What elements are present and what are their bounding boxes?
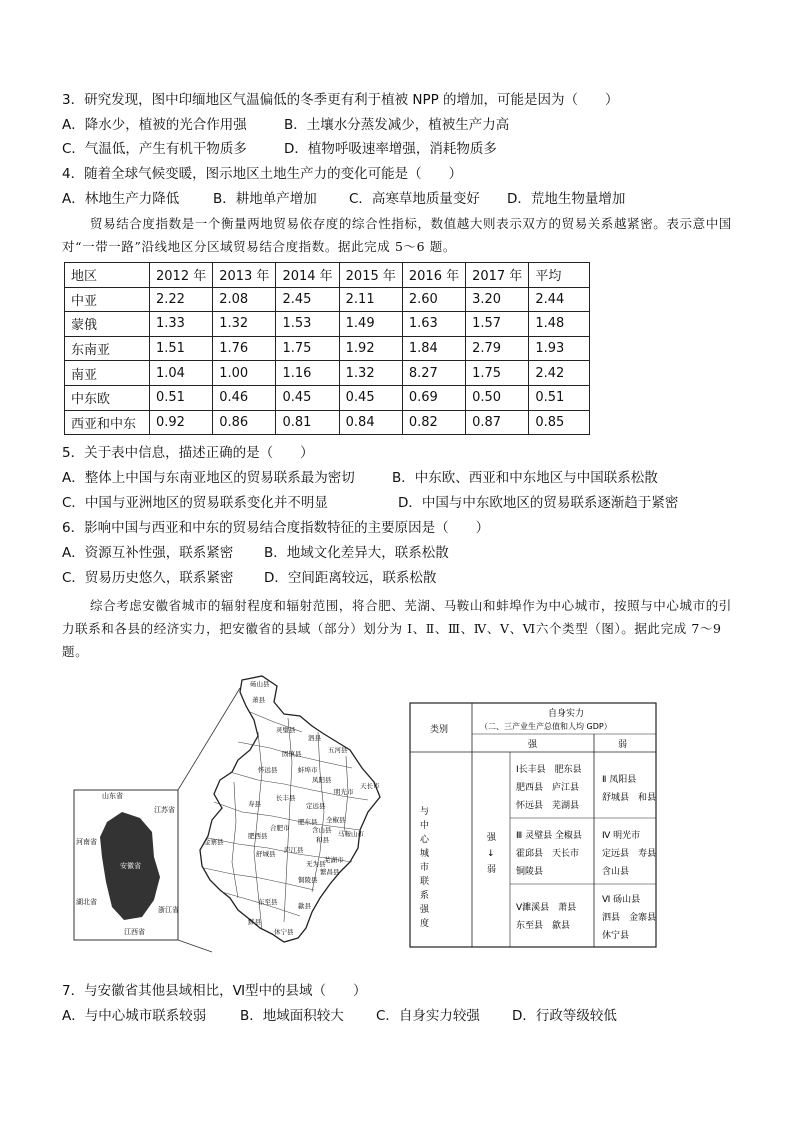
class-I-line: 肥西县 庐江县 (516, 783, 580, 793)
q3-option-c[interactable]: C．气温低，产生有机干物质多 (62, 141, 247, 157)
table-cell: 1.51 (150, 336, 213, 361)
table-row (65, 312, 590, 337)
table-cell: 0.46 (213, 385, 276, 410)
q3-stem: 3．研究发现，图中印缅地区气温偏低的冬季更有利于植被 NPP 的增加，可能是因为（ ） (62, 92, 619, 108)
table-cell: 0.50 (466, 385, 529, 410)
class-table-strong: 强 (528, 740, 538, 750)
map-label: 歙县 (298, 902, 311, 910)
q7-option-c[interactable]: C．自身实力较强 (376, 1008, 480, 1024)
table-cell: 南亚 (65, 361, 150, 386)
table-cell: 2.08 (213, 287, 276, 312)
class-VI-line: Ⅵ 砀山县 (602, 895, 641, 905)
intro-anhui: 综合考虑安徽省城市的辐射程度和辐射范围，将合肥、芜湖、马鞍山和蚌埠作为中心城市，按照与中心城市的引力联系和各县的经济实力，把安徽省的县域（部分）划分为 Ⅰ、Ⅱ、Ⅲ、Ⅳ、Ⅴ、Ⅵ六个类型（图）。据此完成 7～9 题。 (62, 598, 732, 659)
table-cell: 0.51 (150, 385, 213, 410)
table-cell: 0.84 (339, 410, 402, 435)
q6-option-b[interactable]: B．地域文化差异大，联系松散 (264, 545, 449, 561)
row-title-char: 强 (420, 905, 430, 915)
class-table-strength-title: 自身实力 (548, 709, 585, 719)
q6-stem: 6．影响中国与西亚和中东的贸易结合度指数特征的主要原因是（ ） (62, 520, 490, 536)
class-III-line: 霍邱县 天长市 (516, 849, 580, 859)
q7-option-d[interactable]: D．行政等级较低 (512, 1008, 617, 1024)
table-cell: 1.32 (339, 361, 402, 386)
class-VI-line: 泗县 金寨县 (602, 913, 657, 923)
map-label: 和县 (316, 836, 329, 844)
row-title-char: 心 (420, 835, 430, 845)
inset-label: 山东省 (102, 792, 123, 800)
row-title-char: 系 (420, 891, 430, 901)
map-label: 灵璧县 (276, 726, 296, 734)
q3-options (62, 115, 509, 135)
table-cell: 0.45 (339, 385, 402, 410)
table-row (65, 410, 590, 435)
map-label: 定远县 (306, 802, 326, 810)
class-V-line: Ⅴ濉溪县 萧县 (516, 903, 577, 913)
q6-options (62, 543, 449, 563)
map-label: 含山县 (312, 826, 332, 834)
map-label: 全椒县 (326, 816, 346, 824)
map-label: 铜陵县 (298, 876, 318, 884)
table-cell: 2.45 (276, 287, 339, 312)
map-label: 凤阳县 (312, 776, 332, 784)
row-title-char: 城 (420, 849, 430, 859)
row-title-char: 联 (420, 877, 430, 887)
table-cell: 1.93 (529, 336, 590, 361)
q4-option-b[interactable]: B．耕地单产增加 (213, 191, 317, 207)
row-title-char: 中 (420, 821, 430, 831)
table-cell: 中亚 (65, 287, 150, 312)
inset-label: 浙江省 (158, 906, 179, 914)
q6-options-2 (62, 568, 436, 588)
table-cell: 8.27 (402, 361, 465, 386)
table-cell: 1.04 (150, 361, 213, 386)
table-header-row (65, 263, 590, 288)
table-cell: 蒙俄 (65, 312, 150, 337)
table-cell: 0.69 (402, 385, 465, 410)
class-II-line: 舒城县 和县 (602, 793, 657, 803)
q3-option-a[interactable]: A．降水少，植被的光合作用强 (62, 117, 247, 133)
table-cell: 0.82 (402, 410, 465, 435)
inset-label: 江西省 (124, 928, 145, 936)
table-cell: 西亚和中东 (65, 410, 150, 435)
class-V-line: 东至县 歙县 (516, 921, 571, 931)
q3-option-b[interactable]: B．土壤水分蒸发减少，植被生产力高 (284, 117, 510, 133)
class-III-line: Ⅲ 灵璧县 全椒县 (516, 831, 582, 841)
table-header: 2017 年 (466, 263, 529, 288)
q7-option-b[interactable]: B．地域面积较大 (240, 1008, 344, 1024)
table-cell: 1.16 (276, 361, 339, 386)
table-row (65, 361, 590, 386)
table-cell: 0.51 (529, 385, 590, 410)
map-label: 休宁县 (274, 928, 294, 936)
table-cell: 1.63 (402, 312, 465, 337)
inset-label: 安徽省 (120, 862, 141, 870)
table-cell: 东南亚 (65, 336, 150, 361)
q4-option-d[interactable]: D．荒地生物量增加 (507, 191, 626, 207)
class-table-strength-sub: （二、三产业生产总值和人均 GDP） (480, 722, 612, 731)
table-cell: 1.57 (466, 312, 529, 337)
q3-option-d[interactable]: D．植物呼吸速率增强，消耗物质多 (284, 141, 497, 157)
inset-label: 河南省 (76, 838, 97, 846)
q7-option-a[interactable]: A．与中心城市联系较弱 (62, 1008, 207, 1024)
row-title-char: 市 (420, 863, 430, 873)
q6-option-d[interactable]: D．空间距离较远，联系松散 (264, 570, 437, 586)
table-cell: 1.32 (213, 312, 276, 337)
map-label: 东至县 (258, 898, 278, 906)
table-cell: 3.20 (466, 287, 529, 312)
inset-label: 湖北省 (76, 898, 97, 906)
map-label: 肥西县 (248, 832, 268, 840)
table-cell: 1.92 (339, 336, 402, 361)
q5-options-2 (62, 493, 678, 513)
q4-stem: 4．随着全球气候变暖，图示地区土地生产力的变化可能是（ ） (62, 166, 463, 182)
class-table-weak: 弱 (618, 740, 628, 750)
map-label: 肥东县 (298, 818, 318, 826)
table-cell: 1.33 (150, 312, 213, 337)
map-label: 怀远县 (258, 766, 278, 774)
connector-line (178, 940, 212, 952)
map-label: 金寨县 (204, 838, 224, 846)
map-label: 明光市 (334, 788, 354, 796)
table-cell: 2.44 (529, 287, 590, 312)
map-label: 庐江县 (284, 846, 304, 854)
table-cell: 0.87 (466, 410, 529, 435)
map-label: 舒城县 (256, 850, 276, 858)
map-label: 泗县 (308, 734, 321, 742)
class-IV-line: Ⅳ 明光市 (602, 831, 641, 841)
q6-option-c[interactable]: C．贸易历史悠久，联系紧密 (62, 570, 234, 586)
class-IV-line: 含山县 (602, 867, 630, 877)
table-cell: 0.92 (150, 410, 213, 435)
table-header: 2012 年 (150, 263, 213, 288)
table-cell: 0.85 (529, 410, 590, 435)
map-label: 芜湖市 (324, 856, 344, 864)
map-label: 合肥市 (270, 824, 290, 832)
map-label: 长丰县 (276, 794, 296, 802)
table-header: 地区 (65, 263, 150, 288)
table-cell: 1.76 (213, 336, 276, 361)
map-label: 五河县 (328, 746, 348, 754)
q4-option-c[interactable]: C．高寒草地质量变好 (349, 191, 480, 207)
map-label: 马鞍山市 (338, 830, 364, 838)
class-III-line: 铜陵县 (516, 867, 544, 877)
q5-option-a[interactable]: A．整体上中国与东南亚地区的贸易联系最为密切 (62, 470, 355, 486)
row-arrow: ↓ (487, 849, 495, 859)
table-cell: 1.75 (466, 361, 529, 386)
trade-index-table (64, 262, 590, 435)
q5-option-c[interactable]: C．中国与亚洲地区的贸易联系变化并不明显 (62, 495, 328, 511)
map-label: 无为县 (306, 860, 326, 868)
intro-trade-index: 贸易结合度指数是一个衡量两地贸易依存度的综合性指标，数值越大则表示双方的贸易关系越紧密。表示意中国对“一带一路”沿线地区分区域贸易结合度指数。据此完成 5～6 题。 (62, 216, 732, 254)
map-label: 砀山县 (250, 680, 270, 688)
row-title-char: 与 (420, 807, 430, 817)
class-IV-line: 定远县 寿县 (602, 849, 657, 859)
row-title-char: 度 (420, 919, 430, 929)
table-header: 2014 年 (276, 263, 339, 288)
table-header: 2013 年 (213, 263, 276, 288)
table-row (65, 287, 590, 312)
map-label: 萧县 (252, 696, 265, 704)
table-cell: 中东欧 (65, 385, 150, 410)
table-header: 平均 (529, 263, 590, 288)
map-label: 繁昌县 (320, 868, 340, 876)
q5-option-b[interactable]: B．中东欧、西亚和中东地区与中国联系松散 (392, 470, 658, 486)
inset-label: 江苏省 (154, 806, 175, 814)
class-I-line: 怀远县 芜湖县 (516, 801, 580, 811)
q7-stem: 7．与安徽省其他县域相比，Ⅵ型中的县域（ ） (62, 983, 367, 999)
class-VI-line: 休宁县 (602, 931, 630, 941)
q7-options (62, 1006, 617, 1026)
row-weak: 弱 (487, 865, 497, 875)
anhui-county-figure (62, 672, 712, 972)
q3-options-2 (62, 139, 497, 159)
anhui-map-outline (200, 676, 380, 942)
table-cell: 2.42 (529, 361, 590, 386)
table-cell: 1.75 (276, 336, 339, 361)
map-label: 蚌埠市 (298, 766, 318, 774)
table-cell: 0.81 (276, 410, 339, 435)
table-cell: 0.86 (213, 410, 276, 435)
table-cell: 1.48 (529, 312, 590, 337)
table-cell: 1.53 (276, 312, 339, 337)
q4-option-a[interactable]: A．林地生产力降低 (62, 191, 180, 207)
table-row (65, 385, 590, 410)
q5-option-d[interactable]: D．中国与中东欧地区的贸易联系逐渐趋于紧密 (398, 495, 679, 511)
class-table (410, 703, 656, 947)
table-cell: 2.22 (150, 287, 213, 312)
map-label: 固镇县 (282, 750, 302, 758)
q5-stem: 5．关于表中信息，描述正确的是（ ） (62, 445, 314, 461)
q6-option-a[interactable]: A．资源互补性强，联系紧密 (62, 545, 234, 561)
table-cell: 1.49 (339, 312, 402, 337)
class-I-line: Ⅰ长丰县 肥东县 (516, 765, 582, 775)
map-label: 黟县 (248, 918, 261, 926)
map-label: 寿县 (248, 800, 261, 808)
row-strong: 强 (487, 833, 497, 843)
table-cell: 2.79 (466, 336, 529, 361)
map-label: 天长市 (360, 782, 380, 790)
class-table-row-title (420, 805, 430, 929)
table-cell: 1.00 (213, 361, 276, 386)
table-cell: 1.84 (402, 336, 465, 361)
table-cell: 0.45 (276, 385, 339, 410)
class-table-corner: 类别 (430, 725, 449, 735)
table-header: 2016 年 (402, 263, 465, 288)
table-row (65, 336, 590, 361)
table-header: 2015 年 (339, 263, 402, 288)
table-cell: 2.60 (402, 287, 465, 312)
class-II-line: Ⅱ 凤阳县 (602, 775, 637, 785)
q5-options (62, 468, 658, 488)
q4-options (62, 189, 625, 209)
table-cell: 2.11 (339, 287, 402, 312)
